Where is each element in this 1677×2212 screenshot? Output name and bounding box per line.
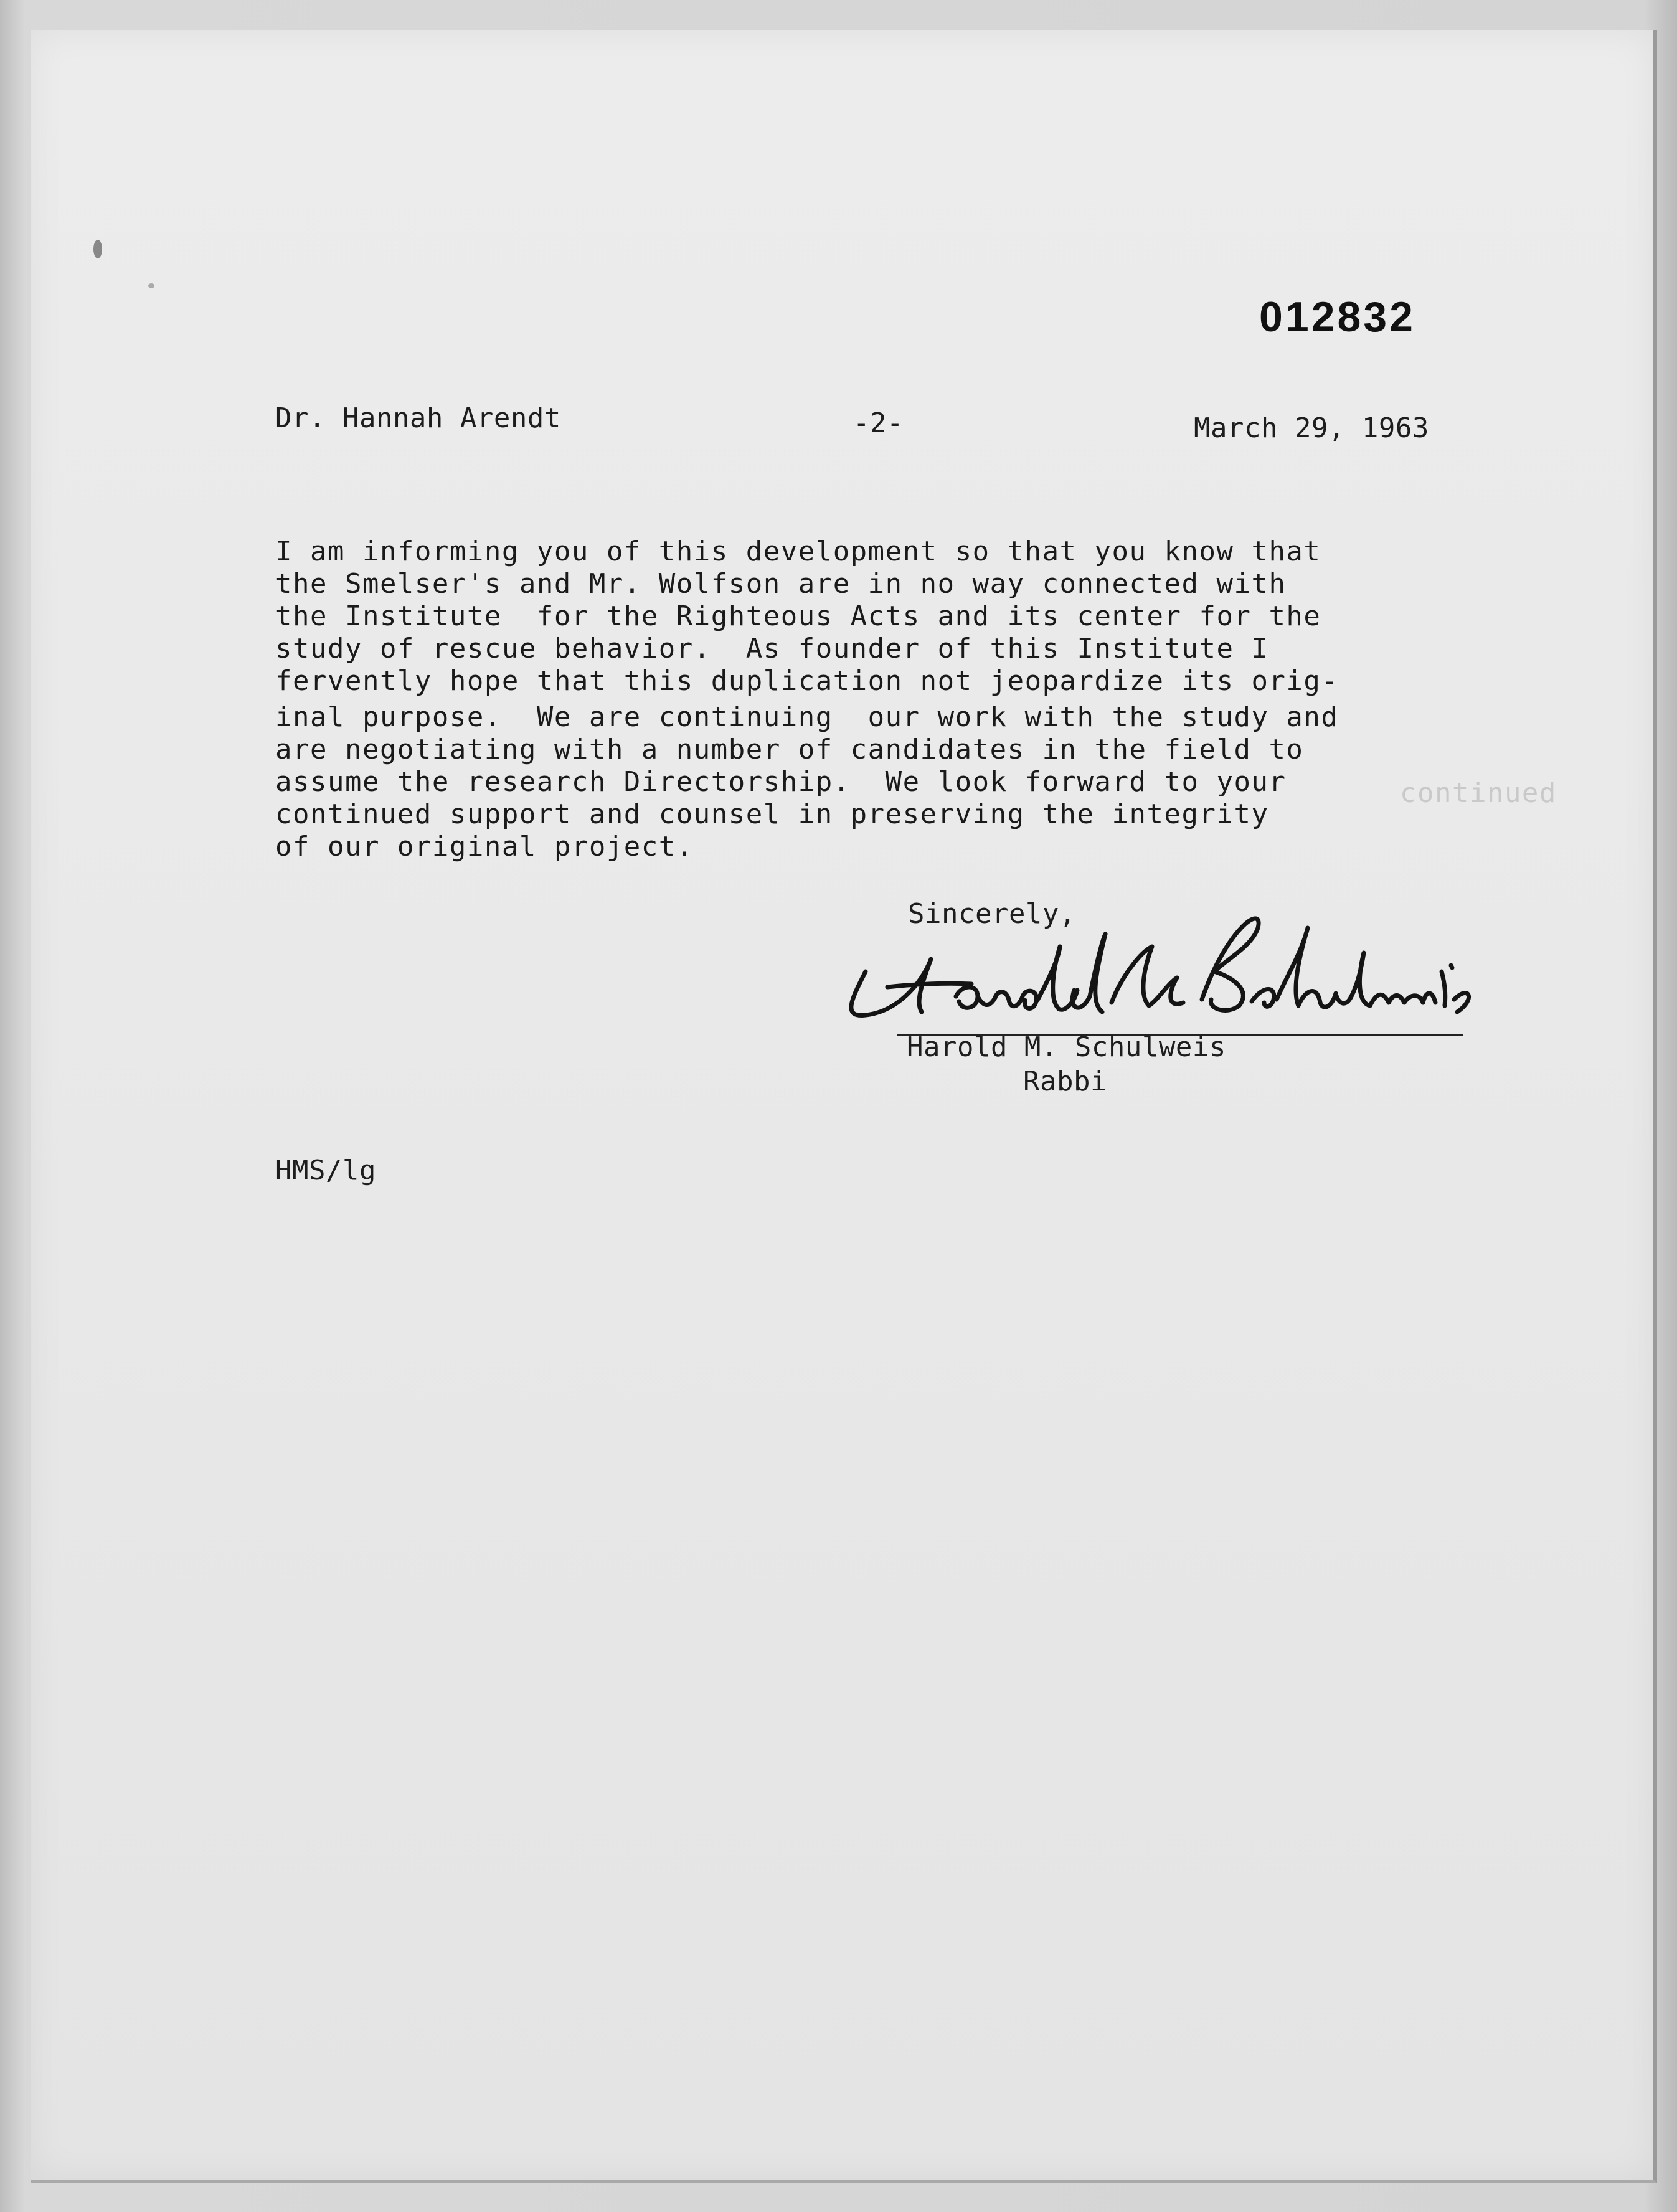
body-line: the Smelser's and Mr. Wolfson are in no way connected with — [275, 568, 1287, 600]
body-line: are negotiating with a number of candidates in the field to — [275, 734, 1304, 765]
scan-speck — [93, 240, 102, 258]
scan-speck — [148, 283, 154, 288]
body-line: inal purpose. We are continuing our work with the study and — [275, 701, 1339, 733]
document-number: 012832 — [1259, 293, 1415, 341]
body-line: fervently hope that this duplication not jeopardize its orig- — [275, 665, 1339, 697]
body-line: the Institute for the Righteous Acts and its center for the — [275, 600, 1321, 632]
closing: Sincerely, — [908, 898, 1076, 930]
signer-title: Rabbi — [1023, 1066, 1107, 1097]
body-line: I am informing you of this development so that you know that — [275, 536, 1321, 567]
erased-text: continued — [1400, 777, 1557, 809]
handwritten-signature — [828, 891, 1482, 1046]
letter-sheet — [31, 30, 1657, 2183]
letter-date: March 29, 1963 — [1194, 412, 1429, 444]
body-line: continued support and counsel in preserving the integrity — [275, 798, 1269, 830]
recipient-name: Dr. Hannah Arendt — [275, 402, 561, 434]
body-line: assume the research Directorship. We look forward to your — [275, 766, 1287, 798]
body-line: of our original project. — [275, 831, 694, 863]
signer-name: Harold M. Schulweis — [907, 1031, 1226, 1063]
body-line: study of rescue behavior. As founder of this Institute I — [275, 633, 1269, 664]
page-number: -2- — [853, 407, 904, 439]
typist-initials: HMS/lg — [275, 1155, 376, 1186]
